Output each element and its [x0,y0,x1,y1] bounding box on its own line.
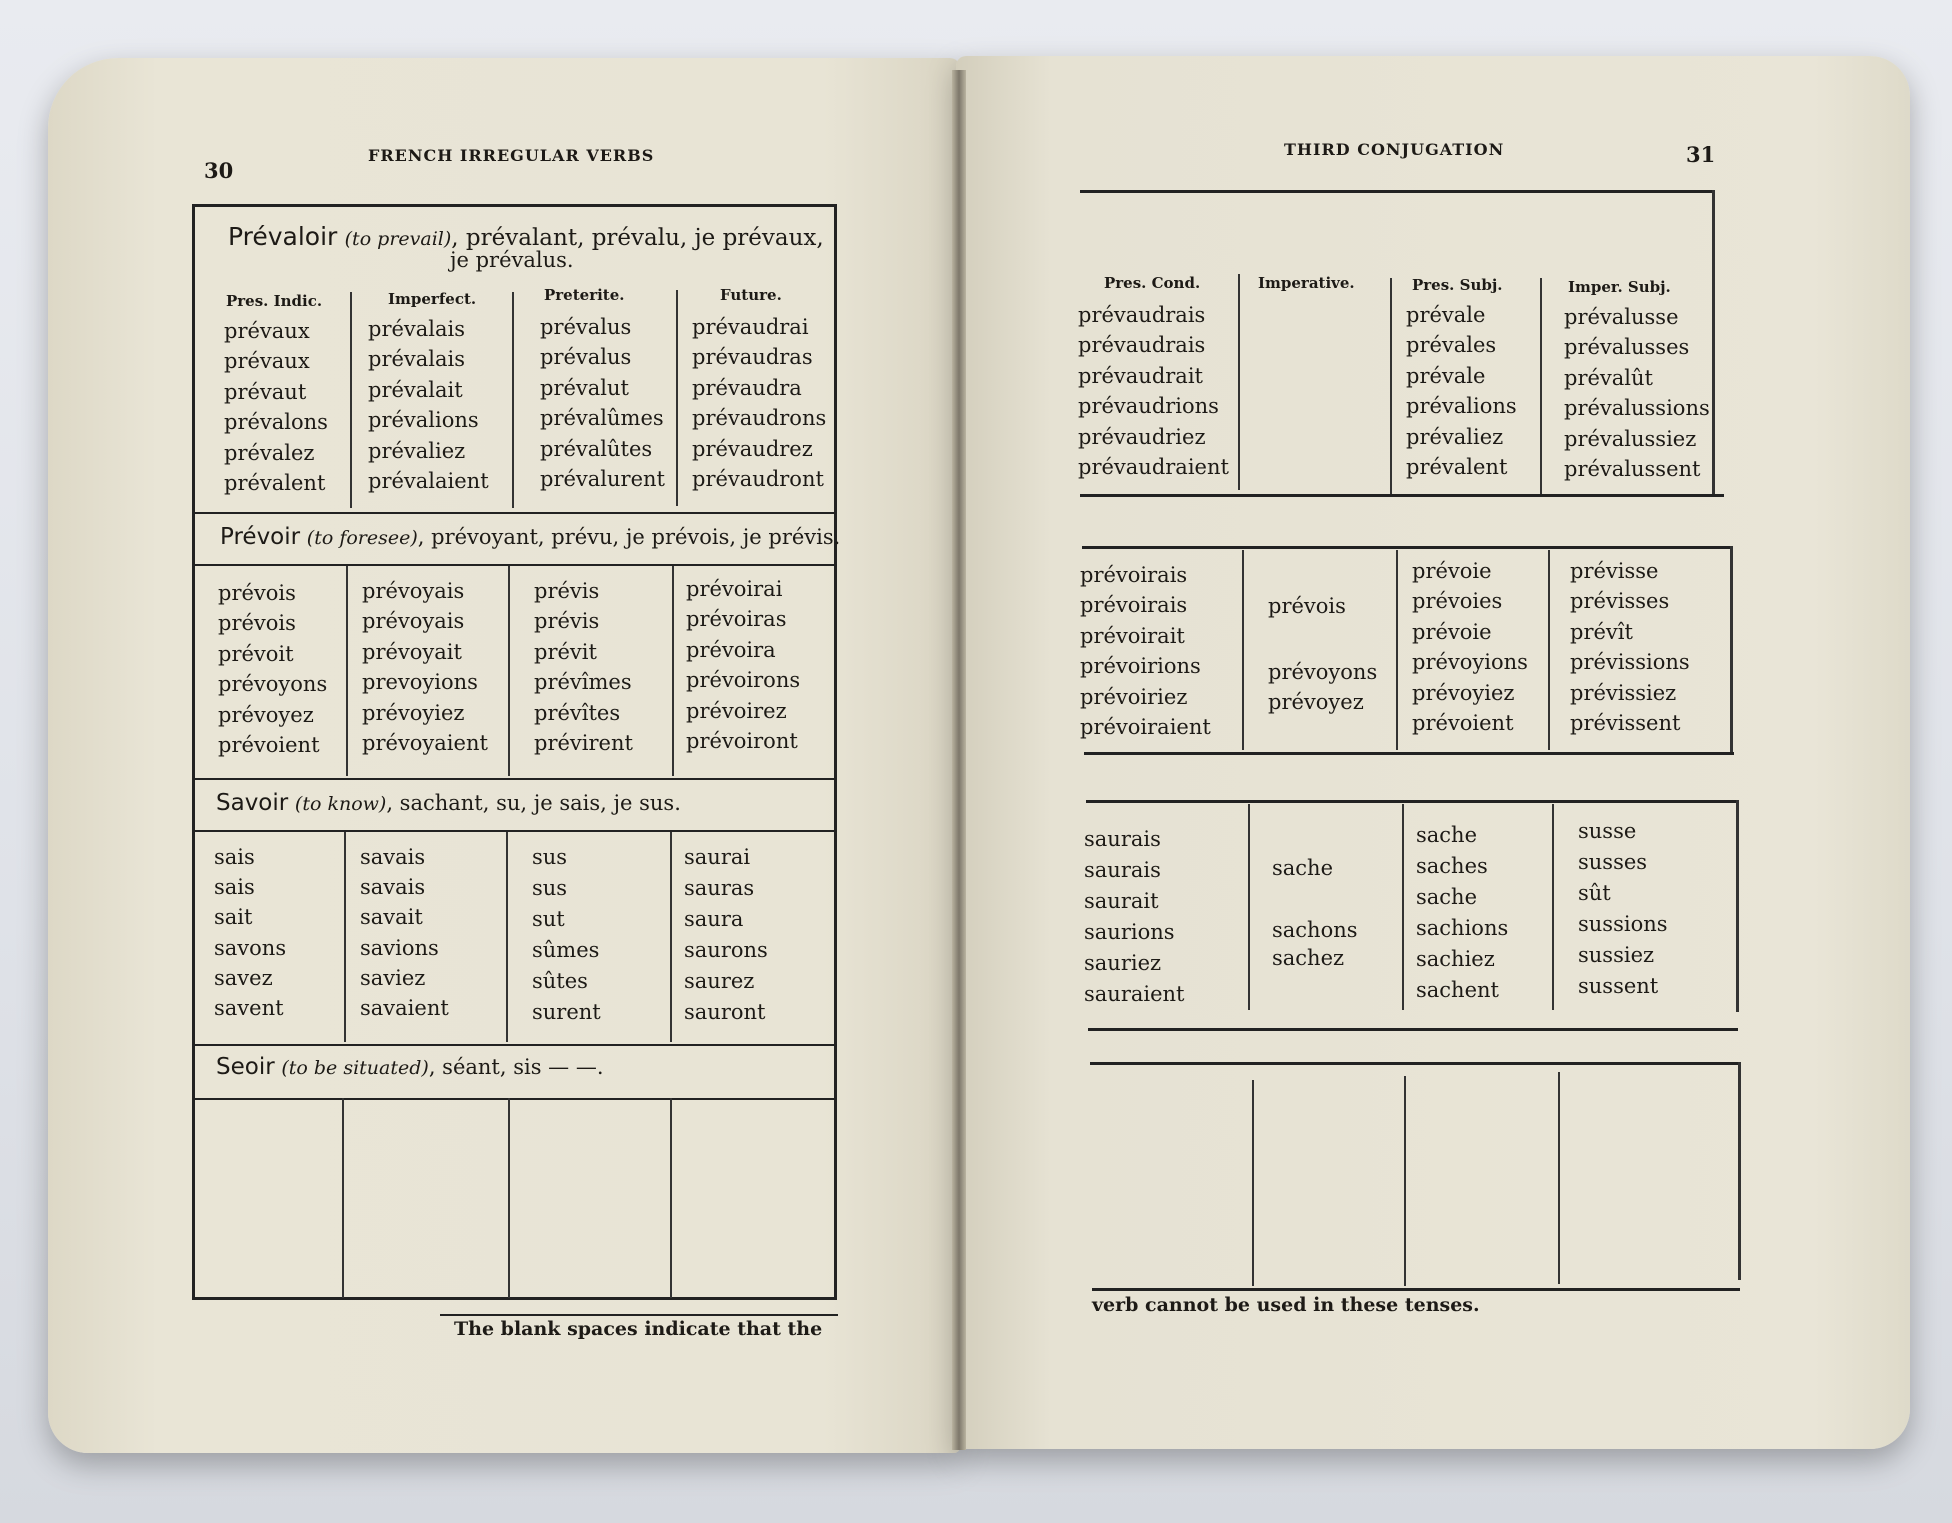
column-rule [1552,804,1554,1010]
verb-principal-parts: , prévalant, prévalu, je prévaux, [451,225,824,251]
prevoir-imperative [1268,588,1377,720]
verb-form: prévit [534,639,597,664]
prevaloir-imper-subj [1564,302,1710,484]
verb-form: sachiez [1416,947,1495,971]
verb-form: prévoiraient [1080,715,1211,740]
savoir-imper-subj [1578,816,1668,1002]
verb-title-seoir [216,1054,604,1080]
prevaloir-pres-subj [1406,300,1517,482]
verb-form: prévisses [1570,589,1670,614]
divider [1080,494,1724,497]
column-rule [506,832,508,1042]
verb-form: prévoirait [1080,623,1185,648]
divider [1086,800,1738,803]
verb-form: savons [214,935,287,960]
verb-form: prévîmes [534,670,632,695]
left-running-head: FRENCH IRREGULAR VERBS [368,146,655,165]
verb-form: prévoient [218,733,320,758]
verb-form: prévalusses [1564,335,1690,360]
column-rule [1396,550,1398,750]
column-rule [670,832,672,1042]
verb-form: sauraient [1084,982,1185,1006]
column-rule [350,292,352,508]
verb-form: saurions [1084,920,1175,944]
column-rule [508,566,510,776]
verb-form: prévoyiez [1412,680,1515,705]
right-running-head: THIRD CONJUGATION [1284,140,1505,159]
verb-form: prévalussions [1564,396,1710,421]
verb-form: prévaudra [692,375,802,400]
verb-form: prévalurent [540,467,665,492]
column-rule [670,1098,672,1298]
verb-form: prévaudrions [1078,394,1219,419]
verb-form: prévalions [368,408,479,433]
verb-form: sussiez [1578,943,1655,967]
verb-name: Savoir [216,790,289,816]
prevaloir-preterite [540,312,665,494]
verb-form: prévalusse [1564,305,1679,329]
verb-form: sus [532,876,568,900]
verb-name: Prévaloir [228,222,338,251]
verb-form: prévalions [1406,394,1517,419]
verb-form: prévoyaient [362,731,488,756]
verb-form: prévoiriez [1080,684,1188,709]
verb-form: prévalais [368,347,466,372]
verb-form: prévaudrai [692,315,809,339]
verb-form: prévales [1406,333,1497,358]
verb-form: prévisse [1570,559,1659,583]
verb-form: prévale [1406,363,1486,388]
imperative-form: prévoyez [1268,690,1364,714]
verb-form: prévalus [540,345,632,370]
verb-form: prévis [534,609,600,634]
verb-form: prévît [1570,619,1633,644]
verb-form: prévalussiez [1564,426,1697,451]
verb-form: prévalez [224,440,315,465]
verb-form: prévoirons [686,668,801,693]
column-rule [1252,1080,1254,1286]
verb-form: savait [360,905,423,930]
col-header-pres-indic: Pres. Indic. [226,292,323,310]
verb-form: prévaudront [692,467,824,492]
prevaloir-imperfect [368,314,489,496]
verb-title-prevaloir [228,222,824,251]
divider [1080,190,1714,193]
table-edge [1712,190,1715,496]
verb-form: saurez [684,969,755,993]
verb-form: savez [214,965,273,990]
column-rule [344,832,346,1042]
imperative-form: prévois [1268,594,1346,618]
left-page-number: 30 [204,158,234,183]
divider [192,564,837,566]
divider [1084,752,1734,755]
verb-name: Seoir [216,1054,275,1080]
verb-principal-parts: , séant, sis — —. [428,1055,604,1079]
verb-form: sut [532,907,565,931]
imperative-form: sache [1272,856,1334,880]
savoir-pres-cond [1084,824,1185,1010]
verb-form: prévoirais [1080,563,1188,587]
divider [192,512,837,514]
verb-form: sussions [1578,912,1668,936]
column-rule [1558,1072,1560,1284]
verb-form: prévaux [224,349,310,374]
verb-form: prévoie [1412,559,1492,583]
verb-form: sais [214,845,255,869]
verb-form: saurait [1084,889,1159,913]
verb-form: prévoyez [218,702,314,727]
verb-form: saches [1416,854,1488,878]
verb-form: prévaliez [1406,424,1504,449]
prevoir-pres-indic [218,578,327,760]
savoir-pres-subj [1416,820,1508,1006]
verb-form: saurais [1084,858,1161,882]
verb-form: saurais [1084,827,1161,851]
column-rule [508,1098,510,1298]
verb-form: saurons [684,938,768,962]
table-edge [1730,546,1733,754]
verb-form: prévaudriez [1078,424,1206,449]
verb-form: sût [1578,881,1611,905]
verb-form: prévoyais [362,609,465,634]
divider [192,778,837,780]
verb-form: prévalûtes [540,436,653,461]
imperative-form: prévoyons [1268,660,1378,684]
verb-principal-parts: , sachant, su, je sais, je sus. [386,791,681,815]
table-edge [1738,1062,1741,1280]
verb-form: prévalons [224,410,328,435]
verb-form: prévalus [540,315,632,339]
savoir-preterite [532,842,601,1028]
column-rule [1402,804,1404,1010]
right-page-number: 31 [1686,142,1716,167]
verb-form: sûmes [532,938,600,962]
column-rule [1390,278,1392,494]
verb-form: prévoiras [686,607,787,632]
verb-form: prévalaient [368,469,489,494]
verb-form: prévissions [1570,650,1690,675]
verb-form: prévoies [1412,589,1503,614]
col-header-imper-subj: Imper. Subj. [1568,278,1671,296]
verb-form: savaient [360,996,449,1021]
verb-form: prévalait [368,377,463,402]
verb-form: prévaudrait [1078,363,1203,388]
verb-form: sûtes [532,969,588,993]
verb-form: prévalussent [1564,457,1701,482]
prevoir-pres-subj [1412,556,1528,738]
col-header-pres-cond: Pres. Cond. [1104,274,1201,292]
col-header-imperative: Imperative. [1258,274,1355,292]
column-rule [676,290,678,506]
divider [1092,1288,1740,1291]
verb-form: sache [1416,823,1478,847]
prevoir-imper-subj [1570,556,1690,738]
divider [192,1044,837,1046]
column-rule [342,1098,344,1298]
verb-title-prevoir [220,524,840,550]
prevaloir-pres-indic [224,316,328,498]
column-rule [512,292,514,508]
column-rule [1548,550,1550,750]
book-spine [952,70,966,1450]
prevoir-preterite [534,576,633,758]
savoir-pres-indic [214,842,286,1023]
verb-form: prévoirai [686,577,783,601]
right-footnote: verb cannot be used in these tenses. [1092,1294,1480,1316]
verb-form: prevoyions [362,670,478,695]
verb-form: sauront [684,1000,766,1024]
verb-name: Prévoir [220,524,301,550]
verb-form: prévalais [368,317,466,341]
prevaloir-future [692,312,826,494]
verb-form: sais [214,875,255,900]
verb-form: prévîtes [534,700,621,725]
verb-meaning: (to know) [294,793,387,815]
verb-form: prévoyiez [362,700,465,725]
verb-form: prévoyais [362,579,465,603]
verb-form: prévaudrez [692,436,813,461]
divider [1090,1062,1740,1065]
left-footnote: The blank spaces indicate that the [454,1318,823,1340]
verb-form: sauriez [1084,951,1162,975]
verb-title-prevaloir-cont: je prévalus. [450,248,574,272]
verb-form: prévoit [218,641,294,666]
verb-form: savais [360,845,426,869]
verb-form: prévoyions [1412,650,1528,675]
verb-form: prévale [1406,303,1486,327]
verb-form: prévaut [224,379,307,404]
verb-form: prévaudraient [1078,455,1229,480]
verb-form: prévoirais [1080,593,1188,618]
savoir-imperfect [360,842,449,1023]
verb-form: prévaudrais [1078,303,1206,327]
verb-form: prévalent [224,471,326,496]
verb-form: prévois [218,611,296,636]
verb-form: prévissent [1570,711,1681,736]
verb-form: prévis [534,579,600,603]
verb-form: prévalût [1564,365,1653,390]
verb-form: sussent [1578,974,1659,998]
divider [1088,1028,1738,1031]
verb-form: sachions [1416,916,1509,940]
verb-form: sait [214,905,253,930]
verb-form: prévalûmes [540,406,664,431]
verb-form: prévoie [1412,619,1492,644]
col-header-imperfect: Imperfect. [388,290,477,308]
column-rule [1540,278,1542,494]
verb-form: savais [360,875,426,900]
verb-form: prévois [218,581,296,605]
verb-form: sache [1416,885,1478,909]
verb-form: prévalent [1406,455,1508,480]
table-edge [1736,800,1739,1012]
verb-form: prévaliez [368,438,466,463]
column-rule [1248,804,1250,1010]
savoir-future [684,842,768,1028]
col-header-pres-subj: Pres. Subj. [1412,276,1503,294]
verb-form: sachent [1416,978,1499,1002]
col-header-future: Future. [720,286,782,304]
column-rule [1238,274,1240,490]
verb-form: sauras [684,876,755,900]
verb-form: prévaudras [692,345,813,370]
prevoir-imperfect [362,576,488,758]
col-header-preterite: Preterite. [544,286,625,304]
verb-form: prévoient [1412,711,1514,736]
verb-principal-parts: , prévoyant, prévu, je prévois, je prévis. [417,525,841,549]
verb-form: prévoiront [686,729,798,754]
verb-form: prévaudrons [692,406,827,431]
prevoir-future [686,574,800,756]
verb-form: prévissiez [1570,680,1677,705]
verb-form: sus [532,845,568,869]
prevaloir-pres-cond [1078,300,1229,482]
column-rule [672,566,674,776]
verb-form: prévoyait [362,639,462,664]
column-rule [1404,1076,1406,1286]
verb-form: prévaux [224,319,310,343]
divider [192,1098,837,1100]
verb-meaning: (to prevail) [344,228,452,250]
verb-form: saurai [684,845,751,869]
verb-form: savent [214,996,284,1021]
divider [1082,546,1732,549]
verb-form: prévoirez [686,698,787,723]
prevoir-pres-cond [1080,560,1211,742]
imperative-form: sachez [1272,946,1345,970]
verb-form: saviez [360,965,426,990]
column-rule [346,566,348,776]
verb-form: saura [684,907,744,931]
verb-form: prévalut [540,375,629,400]
verb-form: susse [1578,819,1637,843]
column-rule [1242,550,1244,750]
verb-form: prévoira [686,637,776,662]
imperative-form: sachons [1272,918,1358,942]
savoir-imperative [1272,852,1358,974]
verb-title-savoir [216,790,681,816]
verb-form: prévirent [534,731,633,756]
verb-form: prévaudrais [1078,333,1206,358]
verb-form: surent [532,1000,601,1024]
divider [192,830,837,832]
verb-form: prévoyons [218,672,328,697]
verb-meaning: (to be situated) [281,1057,429,1079]
footnote-rule [440,1314,838,1316]
verb-form: prévoirions [1080,654,1201,679]
verb-meaning: (to foresee) [306,527,418,549]
blank-form [1272,884,1358,916]
verb-form: susses [1578,850,1648,874]
verb-form: savions [360,935,439,960]
